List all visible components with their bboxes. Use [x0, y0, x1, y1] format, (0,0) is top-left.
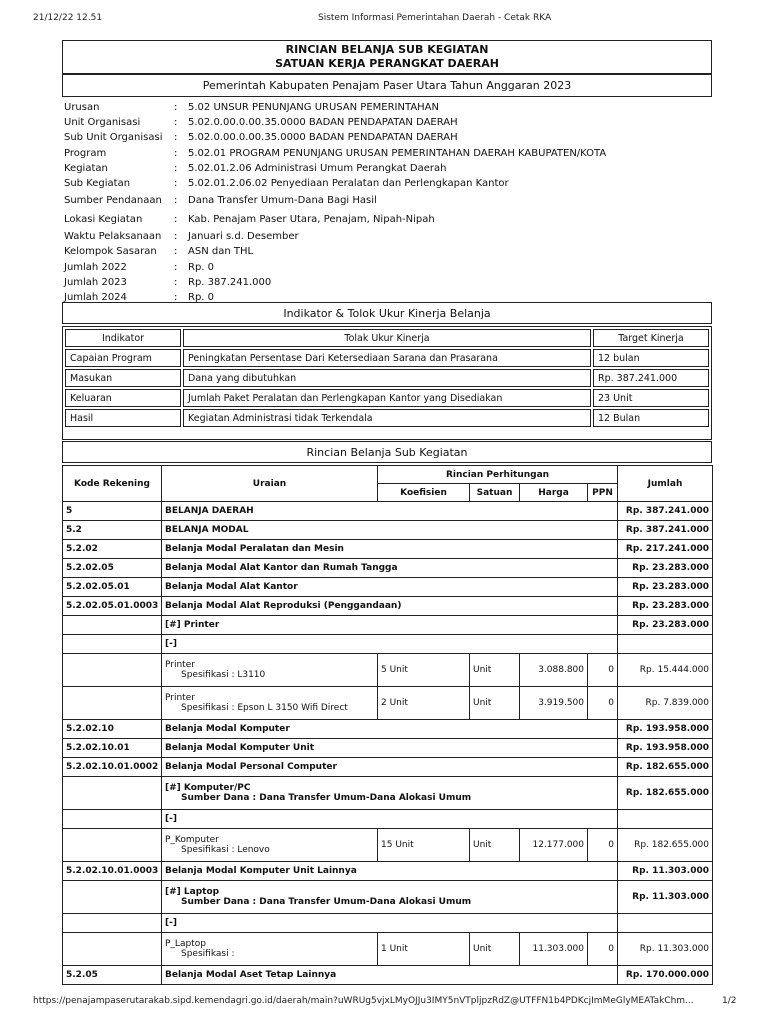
account-uraian-cell — [162, 810, 618, 829]
info-row — [64, 115, 712, 130]
rincian-title — [62, 441, 712, 463]
info-label: Jumlah 2022 — [64, 261, 127, 273]
info-value: Dana Transfer Umum-Dana Bagi Hasil — [188, 195, 377, 207]
indikator-cell: Hasil — [65, 409, 181, 427]
info-value: 5.02.01 PROGRAM PENUNJANG URUSAN PEMERINTAHAN DAERAH KABUPATEN/KOTA — [188, 147, 607, 159]
account-uraian: Belanja Modal Peralatan dan Mesin — [165, 544, 344, 554]
account-row — [63, 739, 713, 758]
account-jumlah: Rp. 23.283.000 — [618, 559, 713, 578]
account-uraian: [#] Printer — [165, 620, 220, 630]
info-value: 5.02 UNSUR PENUNJANG URUSAN PEMERINTAHAN — [188, 102, 439, 114]
item-name: P_Komputer — [165, 835, 219, 845]
account-uraian: [#] Laptop — [165, 887, 220, 897]
indikator-table-frame — [62, 326, 712, 440]
indikator-cell: Peningkatan Persentase Dari Ketersediaan Sarana dan Prasarana — [183, 349, 591, 367]
account-kode — [63, 881, 162, 914]
account-uraian: Belanja Modal Personal Computer — [165, 762, 337, 772]
item-satuan: Unit — [470, 654, 520, 687]
info-label: Sub Unit Organisasi — [64, 132, 163, 144]
account-uraian-cell — [162, 540, 618, 559]
account-row — [63, 777, 713, 810]
account-kode: 5.2.02.10.01.0002 — [63, 758, 162, 777]
item-koefisien: 15 Unit — [378, 829, 470, 862]
info-colon: : — [174, 261, 178, 273]
info-block — [64, 100, 712, 305]
indikator-cell: Capaian Program — [65, 349, 181, 367]
indikator-cell: Masukan — [65, 369, 181, 387]
info-colon: : — [174, 195, 178, 207]
indikator-cell: Keluaran — [65, 389, 181, 407]
item-kode-cell — [63, 687, 162, 720]
info-value: Januari s.d. Desember — [188, 231, 299, 243]
item-kode-cell — [63, 933, 162, 966]
info-colon: : — [174, 147, 178, 159]
info-label: Urusan — [64, 102, 100, 114]
account-jumlah — [618, 810, 713, 829]
account-row — [63, 881, 713, 914]
account-uraian-cell — [162, 720, 618, 739]
account-kode: 5 — [63, 502, 162, 521]
info-value: Kab. Penajam Paser Utara, Penajam, Nipah-Nipah — [188, 214, 435, 226]
item-satuan: Unit — [470, 933, 520, 966]
info-row — [64, 210, 712, 229]
item-spec: Spesifikasi : — [181, 949, 235, 959]
account-uraian-cell — [162, 966, 618, 985]
account-uraian: BELANJA DAERAH — [165, 506, 254, 516]
account-kode: 5.2.02.05.01.0003 — [63, 597, 162, 616]
info-label: Sumber Pendanaan — [64, 195, 162, 207]
account-row — [63, 559, 713, 578]
indikator-cell: 23 Unit — [593, 389, 709, 407]
account-kode: 5.2.02.05 — [63, 559, 162, 578]
pemda-heading — [62, 74, 712, 97]
account-row — [63, 914, 713, 933]
info-row — [64, 229, 712, 244]
item-spec: Spesifikasi : Epson L 3150 Wifi Direct — [181, 703, 348, 713]
account-row — [63, 502, 713, 521]
info-value: 5.02.01.2.06 Administrasi Umum Perangkat Daerah — [188, 162, 447, 174]
account-uraian-cell — [162, 597, 618, 616]
info-colon: : — [174, 214, 178, 226]
account-uraian: Belanja Modal Alat Kantor dan Rumah Tangga — [165, 563, 398, 573]
account-row — [63, 521, 713, 540]
rincian-title-text: Rincian Belanja Sub Kegiatan — [306, 445, 468, 459]
rincian-table — [62, 465, 713, 985]
info-row — [64, 275, 712, 290]
account-kode — [63, 914, 162, 933]
account-uraian-cell — [162, 502, 618, 521]
info-colon: : — [174, 178, 178, 190]
account-uraian: [-] — [165, 639, 177, 649]
item-ppn: 0 — [588, 829, 618, 862]
indikator-cell: 12 Bulan — [593, 409, 709, 427]
account-uraian: [-] — [165, 918, 177, 928]
sumber-dana: Sumber Dana : Dana Transfer Umum-Dana Alokasi Umum — [181, 897, 472, 907]
info-colon: : — [174, 231, 178, 243]
item-row — [63, 933, 713, 966]
item-ppn: 0 — [588, 687, 618, 720]
item-row — [63, 654, 713, 687]
item-uraian-cell — [162, 933, 378, 966]
indikator-row — [65, 389, 709, 407]
item-uraian-cell — [162, 829, 378, 862]
item-ppn: 0 — [588, 933, 618, 966]
indikator-cell: Dana yang dibutuhkan — [183, 369, 591, 387]
account-uraian-cell — [162, 559, 618, 578]
account-row — [63, 810, 713, 829]
account-kode — [63, 777, 162, 810]
item-harga: 3.919.500 — [520, 687, 588, 720]
account-jumlah: Rp. 217.241.000 — [618, 540, 713, 559]
info-value: Rp. 0 — [188, 291, 215, 303]
account-kode: 5.2.02.10 — [63, 720, 162, 739]
item-name: Printer — [165, 693, 195, 703]
item-jumlah: Rp. 182.655.000 — [618, 829, 713, 862]
account-row — [63, 966, 713, 985]
indikator-cell: Rp. 387.241.000 — [593, 369, 709, 387]
info-row — [64, 130, 712, 145]
header-rincian-perhitungan: Rincian Perhitungan — [378, 466, 618, 484]
account-row — [63, 862, 713, 881]
account-jumlah — [618, 914, 713, 933]
info-label: Jumlah 2024 — [64, 291, 127, 303]
item-name: Printer — [165, 660, 195, 670]
account-row — [63, 758, 713, 777]
account-uraian-cell — [162, 777, 618, 810]
indikator-header-cell: Tolak Ukur Kinerja — [183, 329, 591, 347]
info-label: Kegiatan — [64, 162, 108, 174]
account-uraian: [#] Komputer/PC — [165, 783, 251, 793]
item-jumlah: Rp. 15.444.000 — [618, 654, 713, 687]
info-colon: : — [174, 117, 178, 129]
account-uraian: Belanja Modal Komputer — [165, 724, 290, 734]
info-colon: : — [174, 246, 178, 258]
account-jumlah: Rp. 193.958.000 — [618, 720, 713, 739]
account-uraian-cell — [162, 881, 618, 914]
account-uraian: Belanja Modal Alat Reproduksi (Penggandaan) — [165, 601, 402, 611]
indikator-cell: Kegiatan Administrasi tidak Terkendala — [183, 409, 591, 427]
account-uraian: [-] — [165, 814, 177, 824]
account-uraian-cell — [162, 739, 618, 758]
account-jumlah: Rp. 11.303.000 — [618, 862, 713, 881]
account-kode: 5.2.05 — [63, 966, 162, 985]
title-line-2: SATUAN KERJA PERANGKAT DAERAH — [275, 57, 499, 70]
item-koefisien: 5 Unit — [378, 654, 470, 687]
indikator-table — [63, 327, 711, 429]
info-label: Sub Kegiatan — [64, 178, 131, 190]
item-jumlah: Rp. 7.839.000 — [618, 687, 713, 720]
indikator-cell: Jumlah Paket Peralatan dan Perlengkapan Kantor yang Disediakan — [183, 389, 591, 407]
item-harga: 12.177.000 — [520, 829, 588, 862]
item-kode-cell — [63, 654, 162, 687]
account-row — [63, 635, 713, 654]
indikator-header-row — [65, 329, 709, 347]
info-row — [64, 260, 712, 275]
item-jumlah: Rp. 11.303.000 — [618, 933, 713, 966]
account-jumlah — [618, 635, 713, 654]
indikator-row — [65, 409, 709, 427]
info-row — [64, 176, 712, 191]
account-jumlah: Rp. 11.303.000 — [618, 881, 713, 914]
item-name: P_Laptop — [165, 939, 206, 949]
item-ppn: 0 — [588, 654, 618, 687]
info-colon: : — [174, 162, 178, 174]
item-harga: 11.303.000 — [520, 933, 588, 966]
info-label: Jumlah 2023 — [64, 276, 127, 288]
info-value: Rp. 387.241.000 — [188, 276, 272, 288]
item-kode-cell — [63, 829, 162, 862]
print-page-title: Sistem Informasi Pemerintahan Daerah - Cetak RKA — [318, 13, 552, 23]
account-uraian-cell — [162, 758, 618, 777]
header-koefisien: Koefisien — [378, 484, 470, 502]
account-jumlah: Rp. 387.241.000 — [618, 502, 713, 521]
info-label: Lokasi Kegiatan — [64, 214, 143, 226]
info-value: ASN dan THL — [188, 246, 254, 258]
item-spec: Spesifikasi : Lenovo — [181, 845, 270, 855]
account-kode — [63, 616, 162, 635]
account-kode — [63, 635, 162, 654]
print-page-number: 1/2 — [722, 996, 737, 1006]
indikator-header-cell: Target Kinerja — [593, 329, 709, 347]
info-value: 5.02.0.00.0.00.35.0000 BADAN PENDAPATAN DAERAH — [188, 132, 458, 144]
account-kode: 5.2 — [63, 521, 162, 540]
indikator-title-text: Indikator & Tolok Ukur Kinerja Belanja — [283, 306, 491, 320]
info-row — [64, 100, 712, 115]
info-colon: : — [174, 291, 178, 303]
account-jumlah: Rp. 193.958.000 — [618, 739, 713, 758]
indikator-row — [65, 369, 709, 387]
info-value: Rp. 0 — [188, 261, 215, 273]
indikator-row — [65, 349, 709, 367]
item-koefisien: 1 Unit — [378, 933, 470, 966]
info-colon: : — [174, 132, 178, 144]
item-uraian-cell — [162, 687, 378, 720]
header-uraian: Uraian — [162, 466, 378, 502]
account-jumlah: Rp. 23.283.000 — [618, 616, 713, 635]
item-row — [63, 829, 713, 862]
account-uraian-cell — [162, 578, 618, 597]
item-row — [63, 687, 713, 720]
account-jumlah: Rp. 23.283.000 — [618, 578, 713, 597]
item-harga: 3.088.800 — [520, 654, 588, 687]
account-uraian: Belanja Modal Aset Tetap Lainnya — [165, 970, 337, 980]
info-row — [64, 146, 712, 161]
account-uraian-cell — [162, 521, 618, 540]
account-row — [63, 597, 713, 616]
header-jumlah: Jumlah — [618, 466, 713, 502]
info-label: Unit Organisasi — [64, 117, 141, 129]
account-uraian: Belanja Modal Komputer Unit Lainnya — [165, 866, 357, 876]
print-datetime: 21/12/22 12.51 — [33, 13, 103, 23]
account-row — [63, 720, 713, 739]
info-row — [64, 161, 712, 176]
account-row — [63, 578, 713, 597]
item-koefisien: 2 Unit — [378, 687, 470, 720]
sumber-dana: Sumber Dana : Dana Transfer Umum-Dana Alokasi Umum — [181, 793, 472, 803]
info-colon: : — [174, 276, 178, 288]
account-uraian: BELANJA MODAL — [165, 525, 249, 535]
item-spec: Spesifikasi : L3110 — [181, 670, 266, 680]
account-jumlah: Rp. 182.655.000 — [618, 777, 713, 810]
account-uraian: Belanja Modal Komputer Unit — [165, 743, 315, 753]
account-kode: 5.2.02.05.01 — [63, 578, 162, 597]
title-line-1: RINCIAN BELANJA SUB KEGIATAN — [285, 43, 489, 56]
account-uraian-cell — [162, 635, 618, 654]
indikator-title — [62, 302, 712, 324]
header-satuan: Satuan — [470, 484, 520, 502]
indikator-cell: 12 bulan — [593, 349, 709, 367]
account-jumlah: Rp. 23.283.000 — [618, 597, 713, 616]
account-jumlah: Rp. 182.655.000 — [618, 758, 713, 777]
account-kode: 5.2.02.10.01.0003 — [63, 862, 162, 881]
header-ppn: PPN — [588, 484, 618, 502]
account-jumlah: Rp. 387.241.000 — [618, 521, 713, 540]
account-kode: 5.2.02 — [63, 540, 162, 559]
account-uraian-cell — [162, 616, 618, 635]
account-row — [63, 540, 713, 559]
info-value: 5.02.01.2.06.02 Penyediaan Peralatan dan Perlengkapan Kantor — [188, 178, 509, 190]
info-row — [64, 191, 712, 210]
account-kode — [63, 810, 162, 829]
info-label: Program — [64, 147, 107, 159]
info-colon: : — [174, 102, 178, 114]
item-satuan: Unit — [470, 687, 520, 720]
item-satuan: Unit — [470, 829, 520, 862]
account-kode: 5.2.02.10.01 — [63, 739, 162, 758]
info-value: 5.02.0.00.0.00.35.0000 BADAN PENDAPATAN DAERAH — [188, 117, 458, 129]
account-row — [63, 616, 713, 635]
account-uraian-cell — [162, 862, 618, 881]
account-uraian-cell — [162, 914, 618, 933]
document-title — [62, 40, 712, 74]
pemda-text: Pemerintah Kabupaten Penajam Paser Utara Tahun Anggaran 2023 — [202, 79, 572, 92]
account-jumlah: Rp. 170.000.000 — [618, 966, 713, 985]
info-label: Kelompok Sasaran — [64, 246, 157, 258]
header-kode-rekening: Kode Rekening — [63, 466, 162, 502]
indikator-header-cell: Indikator — [65, 329, 181, 347]
header-harga: Harga — [520, 484, 588, 502]
info-row — [64, 244, 712, 259]
account-uraian: Belanja Modal Alat Kantor — [165, 582, 298, 592]
info-label: Waktu Pelaksanaan — [64, 231, 162, 243]
print-url: https://penajampaserutarakab.sipd.kemendagri.go.id/daerah/main?uWRUg5vjxLMyOJJu3IMY5nVTpljpzRdZ@UTFFN1b4PDKcjImMeGlyMEATakChm... — [33, 996, 694, 1006]
item-uraian-cell — [162, 654, 378, 687]
